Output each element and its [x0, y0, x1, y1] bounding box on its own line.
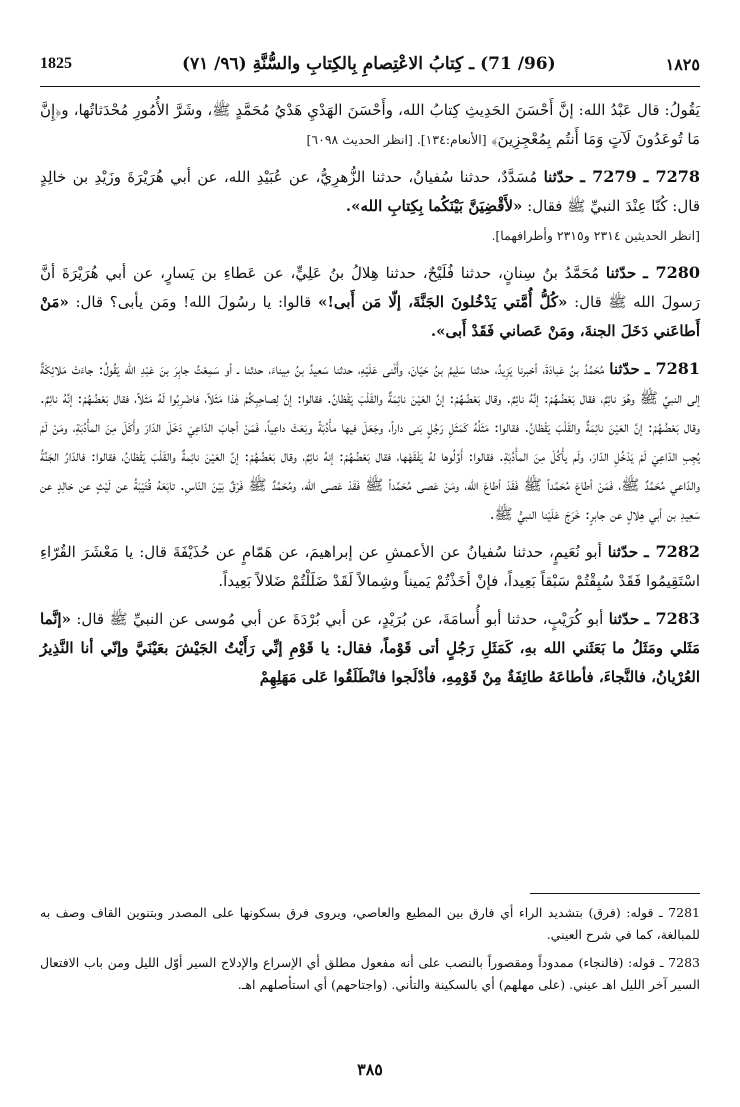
hadith-7279 [40, 162, 700, 250]
hadith-text: مُسَدَّدٌ، حدثنا سُفيانُ، حدثنا الزُّهرِيُّ، عن عُبَيْدِ الله، عن أبي هُرَيْرَةَ وزَيْدِ بن خالِدٍ قال: كُنّا عِنْدَ النبيِّ ﷺ فقال: [40, 168, 700, 215]
hadith-7280 [40, 258, 700, 346]
haddathana-word: حدّثنا [609, 360, 640, 378]
page-number-footer: ٣٨٥ [357, 1060, 383, 1079]
haddathana-word: حدّثنا [607, 543, 639, 561]
hadith-number: 7280 ـ [643, 263, 700, 282]
main-text [40, 96, 700, 856]
running-header [40, 46, 700, 82]
hadith-text: مُحَمَّدُ بنُ عَبادَةَ، أخبرنا يَزِيدُ، حدثنا سَلِيمُ بنُ حَيّانَ، وأَثْنى عَلَيْهِ، حدثنا سَعيدُ بنُ مِيناءَ، حدثنا ـ أو سَمِعْتُ جابِرَ بنَ عَبْدِ الله يَقُولُ: جاءَتْ مَلائِكَةٌ إلى النبيِّ ﷺ وهُوَ نائِمٌ، فقال بَعْضُهُمْ: إنَّهُ نائِمٌ. وقال بَعْضُهُمْ: إنَّ العَيْنَ نائِمَةٌ والقَلْبَ يَقْظانُ. فقالوا: إنَّ لِصاحِبِكُمْ هٰذا مَثَلاً، فاضْرِبُوا لَهُ مَثَلاً، فقال بَعْضُهُمْ: إنَّهُ نائِمٌ. وقال بَعْضُهُمْ: إنَّ العَيْنَ نائِمَةٌ والقَلْبَ يَقْظانُ. فقالوا: مَثَلُهُ كَمَثَلِ رَجُلٍ بَنى داراً، وجَعَلَ فيها مأْدُبَةً وبَعَثَ داعِياً، فَمَنْ أجابَ الدّاعِيَ دَخَلَ الدّارَ وأَكَلَ مِنَ المأْدُبَةِ، ومَنْ لَمْ يُجِبِ الدّاعِيَ لَمْ يَدْخُلِ الدّارَ، ولَم يأْكُلْ مِنَ المأْدُبَةِ. فقالوا: أَوِّلُوها لهُ يَفْقَهْها، فقال بَعْضُهُمْ: إنهُ نائِمٌ، وقال بَعْضُهُمْ: إنَّ العَيْنَ نائِمةٌ والقَلْبَ يَقْظانُ، فقالوا: فالدّارُ الجَنَّةُ والدّاعي مُحَمَّدٌ ﷺ، فَمَنْ أطاعَ مُحَمَّداً ﷺ فَقَدْ أطاعَ الله، ومَنْ عَصى مُحَمَّداً ﷺ فَقَدْ عَصى الله، ومُحَمَّدٌ ﷺ فَرْقٌ بَيْنَ النّاسِ. تابَعَهُ قُتَيْبَةُ عن لَيْثٍ عن خالِدٍ عن سَعِيدِ بن أبي هِلالٍ عن جابرٍ: خَرَجَ عَلَيْنا النبيُّ ﷺ. [40, 360, 700, 523]
hadith-7282 [40, 537, 700, 596]
hadith-7281 [40, 354, 700, 529]
reference-note: [الأنعام:١٣٤]. [انظر الحديث ٦٠٩٨] [306, 132, 487, 147]
haddathana-word: حدّثنا [605, 264, 637, 282]
hadith-text: أبو كُرَيْبٍ، حدثنا أبو أُسامَةَ، عن بُرَيْدٍ، عن أبي بُرْدَةَ عن أبي مُوسى عن النبيِّ ﷺ قال: [76, 610, 604, 628]
paragraph-continuation: يَقُولُ: قال عَبْدُ الله: إنَّ أَحْسَنَ الحَدِيثِ كِتابُ الله، وأَحْسَنَ الهَدْيِ هَدْيُ مُحَمَّدٍ ﷺ، وشَرَّ الأُمُورِ مُحْدَثاتُها، و﴿إِنَّ مَا تُوعَدُونَ لَآتٍ وَمَا أَنتُم بِمُعْجِزِينَ﴾ [الأنعام:١٣٤]. [انظر الحديث ٦٠٩٨] [40, 101, 700, 148]
footnote-rule [530, 893, 700, 894]
prophetic-quote: «لأَقْضِيَنَّ بَيْنَكُما بِكِتابِ الله». [345, 197, 523, 215]
haddathana-word: حدّثنا [608, 610, 640, 628]
page-number-arabic: ١٨٢٥ [665, 54, 700, 74]
page-number-latin: 1825 [40, 55, 72, 72]
haddathana-word: حدّثنا [543, 168, 574, 186]
hadith-text: أبو نُعَيمٍ، حدثنا سُفيانُ عن الأعمشِ عن إبراهيمَ، عن هَمّامٍ عن حُذَيْفَةَ قال: يا مَعْشَرَ القُرّاءِ اسْتَقِيمُوا فَقَدْ سُبِقْتُمْ سَبْقاً بَعِيداً، فإنْ أخَذْتُمْ يَميناً وشِمالاً لَقَدْ ضَلَلْتُمْ ضَلالاً بَعِيداً. [40, 543, 700, 590]
hadith-number: 7283 ـ [644, 609, 700, 628]
prophetic-quote: «إنَّما مَثَلي ومَثَلُ ما بَعَثَني الله بهِ، كَمَثَلِ رَجُلٍ أتى قَوْماً، فقال: يا قَوْمِ إنِّي رَأَيْتُ الجَيْشَ بعَيْنَيَّ وإنّي أنا النَّذِيرُ العُرْيانُ، فالنَّجاءَ، فأطاعَهُ طائِفَةٌ مِنْ قَوْمِهِ، فأدْلَجوا فانْطَلَقُوا عَلى مَهَلِهِمْ [40, 610, 700, 686]
prophetic-quote: «كُلُّ أُمَّتي يَدْخُلونَ الجَنَّةَ، إلّا مَن أَبى!» [317, 293, 568, 311]
hadith-text: مُحَمَّدُ بنُ سِنانٍ، حدثنا فُلَيْحٌ، حدثنا هِلالُ بنُ عَلِيٍّ، عن عَطاءِ بن يَسارٍ، عن أبي هُرَيْرَةَ أنَّ رَسولَ الله ﷺ قال: [40, 264, 700, 311]
reference-note: [انظر الحديثين ٢٣١٤ و٢٣١٥ وأطرافهما]. [491, 228, 700, 243]
hadith-7283 [40, 604, 700, 692]
hadith-text: قالوا: يا رسُولَ الله! ومَن يأبى؟ قال: [75, 293, 312, 311]
hadith-number: 7282 ـ [644, 542, 700, 561]
page-footer [0, 1060, 740, 1079]
footnote-7283: 7283 ـ قوله: (فالنجاء) ممدوداً ومقصوراً بالنصب على أنه مفعول مطلق أي الإسراع والإدلاج السير أوّل الليل ومن باب الافتعال السير آخر الليل اهـ عيني. (على مهلهم) أي بالسكينة والتأني. (واجتاحهم) أي استأصلهم اهـ. [40, 955, 700, 992]
hadith-number: 7278 ـ 7279 ـ [580, 167, 700, 186]
hadith-number: 7281 ـ [644, 359, 700, 378]
running-title: (96/ 71) ـ كِتابُ الاعْتِصامِ بِالكِتابِ والسُّنَّةِ (٩٦/ ٧١) [181, 54, 556, 74]
prophetic-quote: «مَنْ أَطاعَني دَخَلَ الجنةَ، ومَنْ عَصاني فَقَدْ أَبى». [40, 293, 700, 340]
footnotes [40, 902, 700, 1002]
footnote-7281: 7281 ـ قوله: (فرق) بتشديد الراء أي فارق بين المطيع والعاصي، ويروى فرق بسكونها على المصدر وبتنوين القاف وصف به للمبالغة، كما في شرح العيني. [40, 905, 700, 942]
header-rule [40, 86, 700, 87]
